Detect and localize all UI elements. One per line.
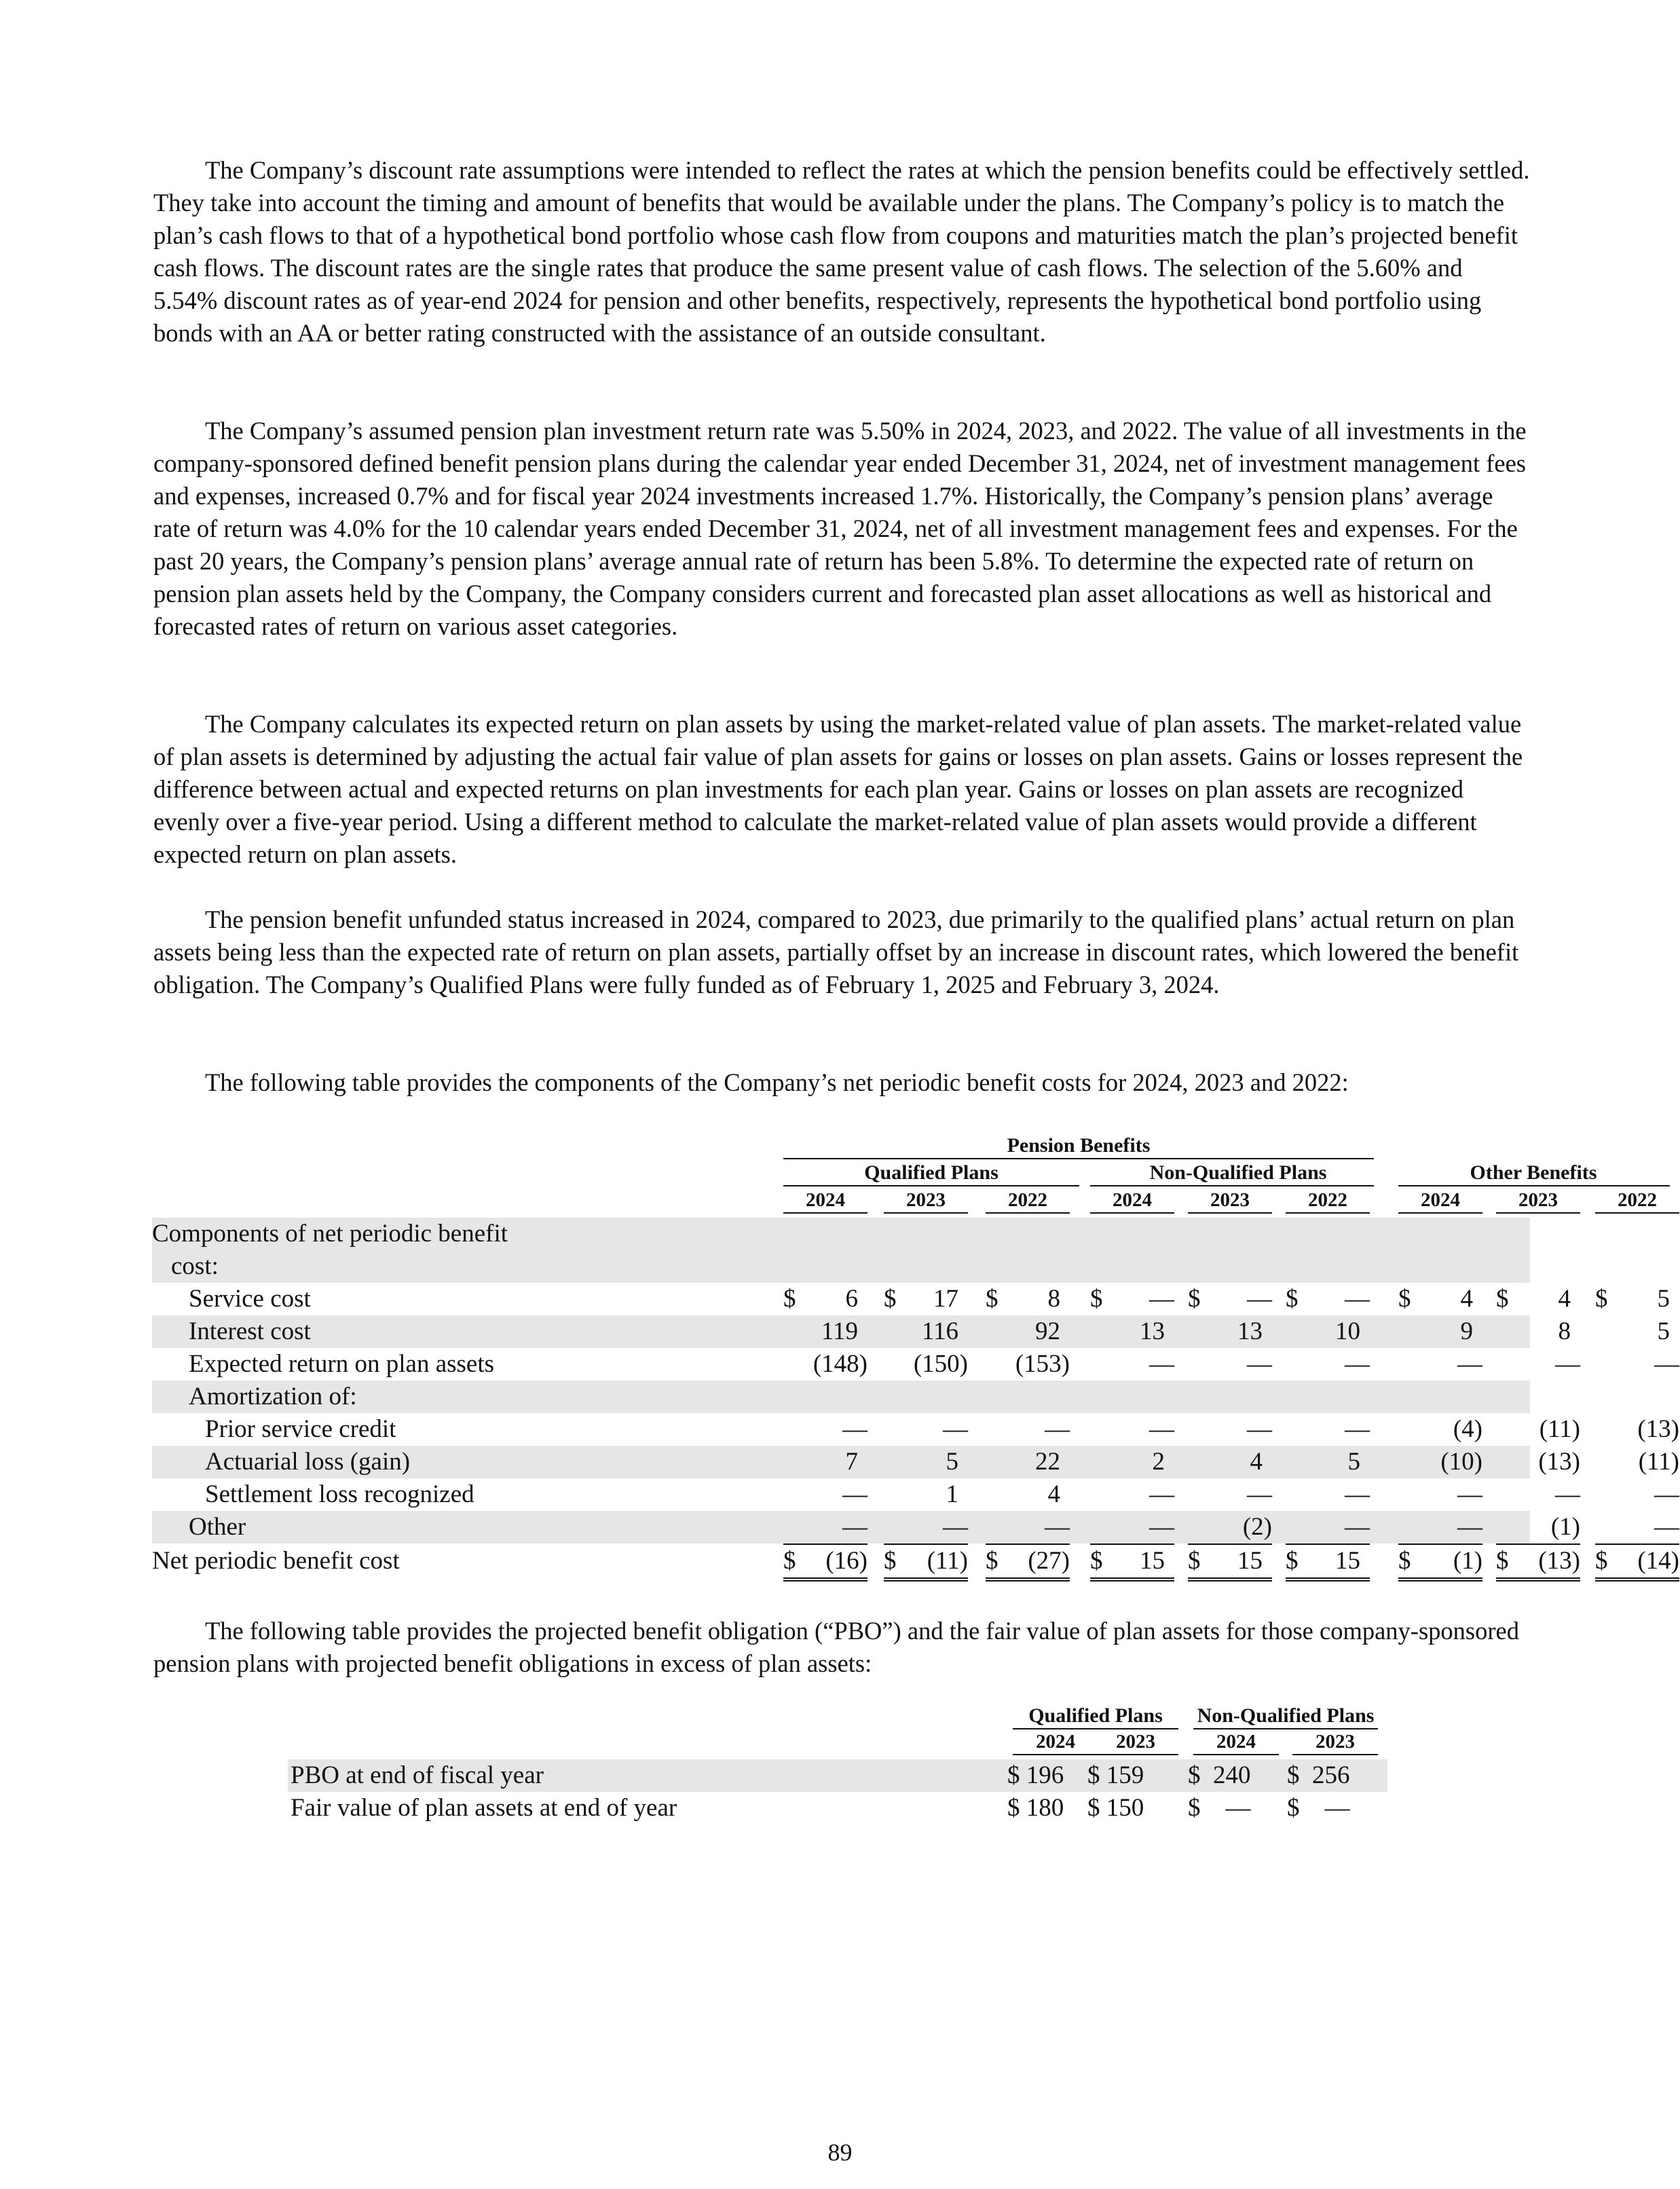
table-cell (1595, 1478, 1679, 1511)
table-cell (1398, 1315, 1482, 1348)
cell-value: — (1149, 1415, 1174, 1443)
cell-value: 119 (821, 1317, 858, 1345)
paragraph-unfunded-status: The pension benefit unfunded status increased in 2024, compared to 2023, due primarily to the qualified plans’ actual return on plan assets being less than the expected rate of return on plan assets, partially offset by an increase in discount rates, which lowered the benefit obligation. The Company’s Qualified Plans were fully funded as of February 1, 2025 and February 3, 2024. (153, 905, 1519, 998)
table-cell (884, 1413, 968, 1446)
table-cell (1090, 1511, 1174, 1545)
cell-value: (148) (813, 1350, 867, 1378)
cell-value: — (943, 1513, 968, 1541)
cell-value: — (1149, 1513, 1174, 1541)
cell-value: 15 (1335, 1547, 1360, 1575)
table-cell (1286, 1348, 1370, 1381)
column-year: 2023 (1093, 1729, 1178, 1755)
cell-value: (13) (1637, 1415, 1679, 1443)
cell-value: — (842, 1513, 867, 1541)
column-year: 2024 (1398, 1188, 1482, 1214)
dollar-sign: $ (783, 1547, 796, 1575)
cell-value: — (1457, 1513, 1482, 1541)
cell-value: 8 (1558, 1317, 1571, 1345)
cell-value: 8 (1047, 1285, 1060, 1313)
table-row (152, 1348, 1679, 1381)
dollar-sign: $ (1090, 1547, 1103, 1575)
cell-value: — (1247, 1415, 1272, 1443)
cell-value: 15 (1237, 1547, 1263, 1575)
table-cell: $ — (1287, 1794, 1350, 1822)
table-cell (1496, 1511, 1580, 1545)
cell-value: — (1149, 1350, 1174, 1378)
dollar-sign: $ (1286, 1547, 1299, 1575)
table-cell (783, 1478, 867, 1511)
cell-value: (10) (1440, 1448, 1482, 1476)
column-year: 2022 (1286, 1188, 1370, 1214)
cell-value: 5 (1657, 1317, 1670, 1345)
table-cell (986, 1315, 1070, 1348)
cell-value: — (1457, 1480, 1482, 1508)
paragraph-expected-return: The Company calculates its expected return on plan assets by using the market-related value of plan assets. The market-related value of plan assets is determined by adjusting the actual fair value of plan assets for gains or losses on plan assets. Gains or losses represent the difference between actual and expected returns on plan investments for each plan year. Gains or losses on plan assets are recognized evenly over a five-year period. Using a different method to calculate the market-related value of plan assets would provide a different expected return on plan assets. (153, 710, 1523, 868)
dollar-sign: $ (783, 1285, 796, 1313)
table-row (152, 1413, 1679, 1446)
cell-value: — (1045, 1513, 1070, 1541)
dollar-sign: $ (884, 1547, 897, 1575)
table-cell (884, 1478, 968, 1511)
dollar-sign: $ (986, 1285, 998, 1313)
cell-value: (16) (825, 1547, 867, 1575)
table-cell (1496, 1348, 1580, 1381)
table-row (288, 1759, 1387, 1792)
cell-value: (13) (1538, 1448, 1580, 1476)
table-cell (1188, 1413, 1272, 1446)
table-cell (1188, 1478, 1272, 1511)
column-year: 2022 (1595, 1188, 1679, 1214)
header-non-qualified-plans: Non-Qualified Plans (1149, 1161, 1327, 1184)
table-cell: $ 159 (1087, 1761, 1144, 1789)
table-cell (1595, 1315, 1679, 1348)
cell-value: (4) (1453, 1415, 1482, 1443)
row-label: Settlement loss recognized (205, 1480, 474, 1508)
cell-value: — (1149, 1480, 1174, 1508)
cell-value: 13 (1140, 1317, 1165, 1345)
paragraph-table-intro: The following table provides the components of the Company’s net periodic benefit costs for 2024, 2023 and 2022: (205, 1068, 1349, 1096)
table-row (152, 1381, 1530, 1413)
table-cell (1286, 1413, 1370, 1446)
table-cell (986, 1348, 1070, 1381)
row-label: Expected return on plan assets (189, 1350, 495, 1378)
cell-value: 4 (1047, 1480, 1060, 1508)
table-cell (1595, 1283, 1679, 1315)
table-cell (1496, 1545, 1580, 1582)
cell-value: 5 (1657, 1285, 1670, 1313)
cell-value: (11) (1638, 1448, 1679, 1476)
cell-value: (13) (1538, 1547, 1580, 1575)
table-cell: $ 256 (1287, 1761, 1350, 1789)
row-label: Other (189, 1513, 246, 1541)
dollar-sign: $ (1188, 1285, 1201, 1313)
table-cell (783, 1283, 867, 1315)
cell-value: (150) (913, 1350, 968, 1378)
dollar-sign: $ (986, 1547, 998, 1575)
cell-value: — (1555, 1480, 1580, 1508)
table-cell: $ 196 (1007, 1761, 1064, 1789)
dollar-sign: $ (1595, 1547, 1608, 1575)
header-pension-benefits: Pension Benefits (1007, 1134, 1151, 1157)
table-row (152, 1218, 1530, 1283)
table-cell (884, 1511, 968, 1545)
table-cell (1090, 1478, 1174, 1511)
table-cell (1496, 1283, 1580, 1315)
table-cell: $ — (1188, 1794, 1251, 1822)
table-cell (1595, 1446, 1679, 1478)
table-cell (1496, 1315, 1580, 1348)
table-cell (986, 1413, 1070, 1446)
column-year: 2022 (986, 1188, 1070, 1214)
cell-value: 15 (1140, 1547, 1165, 1575)
header-qualified-plans: Qualified Plans (864, 1161, 998, 1184)
table-cell (1496, 1413, 1580, 1446)
table-cell (1496, 1478, 1580, 1511)
table-cell (1286, 1283, 1370, 1315)
cell-value: — (1345, 1415, 1370, 1443)
table-row (152, 1478, 1679, 1511)
cell-value: 4 (1460, 1285, 1473, 1313)
column-year: 2023 (1496, 1188, 1580, 1214)
table-cell (986, 1511, 1070, 1545)
row-label: Prior service credit (205, 1415, 396, 1443)
table-cell (1595, 1348, 1679, 1381)
column-year: 2023 (1292, 1729, 1378, 1755)
table-cell (1188, 1511, 1272, 1545)
dollar-sign: $ (1188, 1547, 1201, 1575)
header-other-benefits: Other Benefits (1470, 1161, 1597, 1184)
table-cell (1090, 1413, 1174, 1446)
cell-value: 9 (1460, 1317, 1473, 1345)
table-cell (1595, 1413, 1679, 1446)
paragraph-pbo-intro: The following table provides the projected benefit obligation (“PBO”) and the fair value of plan assets for those company-sponsored pension plans with projected benefit obligations in excess of plan assets: (153, 1617, 1519, 1677)
cell-value: (1) (1453, 1547, 1482, 1575)
dollar-sign: $ (1496, 1547, 1509, 1575)
cell-value: 10 (1335, 1317, 1360, 1345)
cell-value: — (1247, 1350, 1272, 1378)
table-cell (884, 1446, 968, 1478)
table-cell (783, 1315, 867, 1348)
table-row (152, 1283, 1670, 1315)
cell-value: 13 (1237, 1317, 1263, 1345)
cell-value: 5 (1347, 1448, 1360, 1476)
cell-value: — (1247, 1480, 1272, 1508)
table-cell (986, 1545, 1070, 1582)
cell-value: — (1654, 1513, 1679, 1541)
table-cell (1090, 1315, 1174, 1348)
cell-value: — (842, 1480, 867, 1508)
table-cell (884, 1283, 968, 1315)
table-cell (1286, 1478, 1370, 1511)
cell-value: 2 (1152, 1448, 1165, 1476)
table-row (152, 1446, 1679, 1478)
paragraph-discount-rate: The Company’s discount rate assumptions were intended to reflect the rates at which the pension benefits could be effectively settled. They take into account the timing and amount of benefits that would be available under the plans. The Company’s policy is to match the plan’s cash flows to that of a hypothetical bond portfolio whose cash flow from coupons and maturities match the plan’s projected benefit cash flows. The discount rates are the single rates that produce the same present value of cash flows. The selection of the 5.60% and 5.54% discount rates as of year-end 2024 for pension and other benefits, respectively, represents the hypothetical bond portfolio using bonds with an AA or better rating constructed with the assistance of an outside consultant. (153, 156, 1530, 347)
table-cell (1496, 1446, 1580, 1478)
dollar-sign: $ (1398, 1285, 1411, 1313)
header-rule (783, 1185, 1079, 1186)
column-year: 2024 (1090, 1188, 1174, 1214)
cell-value: — (943, 1415, 968, 1443)
dollar-sign: $ (1496, 1285, 1509, 1313)
row-label: Interest cost (189, 1317, 311, 1345)
cell-value: — (1555, 1350, 1580, 1378)
cell-value: — (1457, 1350, 1482, 1378)
column-year: 2023 (884, 1188, 968, 1214)
table-cell (1188, 1283, 1272, 1315)
table-cell (1286, 1315, 1370, 1348)
table-cell (1188, 1315, 1272, 1348)
table-cell (986, 1478, 1070, 1511)
cell-value: — (1045, 1415, 1070, 1443)
table-cell (1090, 1348, 1174, 1381)
table-cell (884, 1348, 968, 1381)
row-label: Actuarial loss (gain) (205, 1448, 411, 1476)
table-cell: $ 240 (1188, 1761, 1251, 1789)
table-cell (1595, 1511, 1679, 1545)
cell-value: (1) (1550, 1513, 1580, 1541)
cell-value: (11) (927, 1547, 968, 1575)
cell-value: 7 (845, 1448, 858, 1476)
row-label: Net periodic benefit cost (152, 1547, 400, 1575)
cell-value: 17 (933, 1285, 958, 1313)
cell-value: 4 (1250, 1448, 1263, 1476)
table-cell (1090, 1283, 1174, 1315)
table-row (152, 1315, 1670, 1348)
cell-value: 6 (845, 1285, 858, 1313)
page-number: 89 (827, 2139, 853, 2166)
row-label: Service cost (189, 1285, 311, 1313)
cell-value: — (1247, 1285, 1272, 1313)
column-year: 2023 (1188, 1188, 1272, 1214)
paragraph-investment-return: The Company’s assumed pension plan investment return rate was 5.50% in 2024, 2023, and 2022. The value of all investments in the company-sponsored defined benefit pension plans during the calendar year ended December 31, 2024, net of investment management fees and expenses, increased 0.7% and for fiscal year 2024 investments increased 1.7%. Historically, the Company’s pension plans’ average rate of return was 4.0% for the 10 calendar years ended December 31, 2024, net of all investment management fees and expenses. For the past 20 years, the Company’s pension plans’ average annual rate of return has been 5.8%. To determine the expected rate of return on pension plan assets held by the Company, the Company considers current and forecasted plan asset allocations as well as historical and forecasted rates of return on various asset categories. (153, 417, 1527, 640)
table-cell (1286, 1511, 1370, 1545)
table-cell (884, 1315, 968, 1348)
column-year: 2024 (1193, 1729, 1279, 1755)
cell-value: (2) (1242, 1513, 1272, 1541)
cell-value: — (1345, 1285, 1370, 1313)
table-cell (986, 1446, 1070, 1478)
cell-value: 92 (1035, 1317, 1060, 1345)
cell-value: 5 (946, 1448, 958, 1476)
table-cell (783, 1511, 867, 1545)
table-cell (986, 1283, 1070, 1315)
row-label: Components of net periodic benefit (152, 1220, 508, 1248)
table-cell (1398, 1283, 1482, 1315)
dollar-sign: $ (1090, 1285, 1103, 1313)
dollar-sign: $ (1286, 1285, 1299, 1313)
cell-value: — (1654, 1350, 1679, 1378)
table-cell (783, 1545, 867, 1582)
cell-value: 116 (921, 1317, 958, 1345)
cell-value: (27) (1028, 1547, 1070, 1575)
table-cell: $ 150 (1087, 1794, 1144, 1822)
table-cell (1286, 1446, 1370, 1478)
row-label: Fair value of plan assets at end of year (291, 1794, 677, 1822)
row-label: PBO at end of fiscal year (291, 1761, 544, 1789)
table-cell (783, 1348, 867, 1381)
column-year: 2024 (1013, 1729, 1098, 1755)
table-cell (1398, 1348, 1482, 1381)
table-cell (1398, 1446, 1482, 1478)
cell-value: — (1345, 1480, 1370, 1508)
table-row (152, 1545, 1679, 1577)
table-cell (1398, 1511, 1482, 1545)
header-rule (1090, 1185, 1374, 1186)
cell-value: (14) (1637, 1547, 1679, 1575)
table-cell (1286, 1545, 1370, 1582)
cell-value: — (1345, 1513, 1370, 1541)
cell-value: — (1149, 1285, 1174, 1313)
table-row (152, 1511, 1679, 1543)
table-cell (1398, 1545, 1482, 1582)
table-cell (1398, 1413, 1482, 1446)
cell-value: — (842, 1415, 867, 1443)
cell-value: 22 (1035, 1448, 1060, 1476)
table-row (288, 1792, 1387, 1825)
header-rule (783, 1158, 1374, 1159)
cell-value: (153) (1015, 1350, 1070, 1378)
table-cell (1090, 1545, 1174, 1582)
column-year: 2024 (783, 1188, 867, 1214)
table-cell (1595, 1545, 1679, 1582)
cell-value: (11) (1539, 1415, 1580, 1443)
table-cell (884, 1545, 968, 1582)
header-non-qualified-plans: Non-Qualified Plans (1197, 1704, 1375, 1727)
row-label: Amortization of: (189, 1383, 357, 1410)
table-cell (1188, 1446, 1272, 1478)
table-cell: $ 180 (1007, 1794, 1064, 1822)
cell-value: 1 (946, 1480, 958, 1508)
dollar-sign: $ (1398, 1547, 1411, 1575)
table-cell (1398, 1478, 1482, 1511)
table-cell (1188, 1348, 1272, 1381)
row-label-continued: cost: (171, 1252, 219, 1280)
cell-value: 4 (1558, 1285, 1571, 1313)
header-qualified-plans: Qualified Plans (1028, 1704, 1163, 1727)
dollar-sign: $ (884, 1285, 897, 1313)
cell-value: — (1345, 1350, 1370, 1378)
table-cell (783, 1446, 867, 1478)
header-rule (1398, 1185, 1670, 1186)
table-cell (783, 1413, 867, 1446)
dollar-sign: $ (1595, 1285, 1608, 1313)
cell-value: — (1654, 1480, 1679, 1508)
table-cell (1188, 1545, 1272, 1582)
table-cell (1090, 1446, 1174, 1478)
